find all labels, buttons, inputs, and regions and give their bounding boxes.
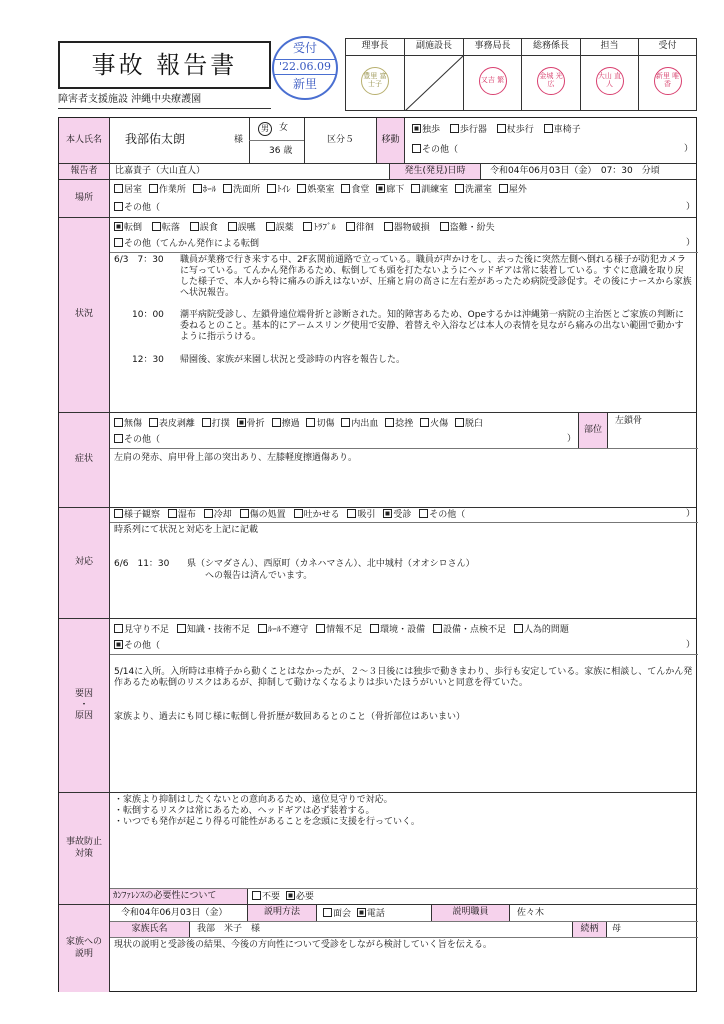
checkbox[interactable]	[237, 418, 246, 427]
symptom-other-close: ）	[567, 434, 577, 444]
situation-other-close: ）	[686, 238, 696, 248]
gender-female: 女	[279, 123, 289, 133]
response-option[interactable]	[114, 510, 160, 520]
checkbox[interactable]	[306, 418, 315, 427]
cause-option[interactable]	[258, 625, 309, 635]
cause-option[interactable]	[433, 625, 506, 635]
checkbox[interactable]	[341, 184, 350, 193]
approval-seal: 又吉 繁	[479, 67, 507, 95]
divider	[249, 140, 304, 141]
response-option[interactable]	[419, 510, 465, 520]
situation-entry-text: 職員が業務で行き来する中、2F玄関前通路で立っている。職員が声かけをし、去った後に突然左側へ倒れる様子が防犯カメラに写っている。てんかん発作あるため、転倒しても頭を打たないようにヘッドギアは常に装着している。すぐに意識を取り戻した様子で、本人から特に痛みの訴えはないが、圧痛と肩の高さに左右差があったため病院受診促す。その後にナースから家族へ状況報告。	[180, 255, 692, 298]
option-label: 火傷	[430, 419, 449, 429]
checkbox[interactable]	[228, 222, 237, 231]
cause-option[interactable]	[514, 625, 569, 635]
checkbox[interactable]	[420, 418, 429, 427]
option-label: 転倒	[124, 223, 143, 233]
situation-option[interactable]	[228, 223, 256, 233]
approval-col-chairman	[346, 39, 405, 110]
option-label: 環境・設備	[380, 625, 426, 635]
facility-name	[58, 92, 271, 109]
symptom-option[interactable]	[202, 419, 230, 429]
cause-label-bottom: 原因	[74, 711, 93, 722]
situation-entry-time: 12：30	[132, 355, 164, 365]
option-label: 娯楽室	[307, 185, 335, 195]
option-label: その他（	[422, 145, 459, 155]
option-label: 様子観察	[124, 510, 161, 520]
received-stamp-date: '22.06.09	[274, 59, 336, 75]
option-label: 表皮剥離	[158, 419, 195, 429]
symptom-option[interactable]	[455, 419, 483, 429]
response-option[interactable]	[294, 510, 340, 520]
checkbox[interactable]	[168, 509, 177, 518]
reporter-label-text: 報告者	[70, 165, 98, 176]
option-label: ﾄﾗﾌﾞﾙ	[313, 223, 336, 233]
cause-label-top: 要因	[74, 688, 93, 699]
option-label: 器物破損	[393, 223, 430, 233]
checkbox[interactable]	[514, 624, 523, 633]
checkbox[interactable]	[223, 184, 232, 193]
prevention-item: ・家族より抑制はしたくないとの意向あるため、遠位見守りで対応。	[114, 795, 393, 805]
row-divider	[59, 179, 696, 180]
option-label: 廊下	[386, 185, 405, 195]
row-divider	[59, 618, 696, 619]
approval-col-general-affairs	[522, 39, 581, 110]
option-label: 誤嚥	[237, 223, 256, 233]
mobility-option-cane[interactable]	[497, 125, 534, 135]
checkbox[interactable]	[341, 418, 350, 427]
checkbox[interactable]	[499, 184, 508, 193]
checkbox[interactable]	[267, 184, 276, 193]
checkbox[interactable]	[286, 891, 295, 900]
person-category: 区分５	[327, 135, 355, 145]
row-divider	[59, 163, 696, 164]
response-options	[114, 509, 470, 521]
received-stamp	[272, 36, 338, 100]
mobility-label: 移動	[377, 118, 405, 163]
option-label: 誤食	[199, 223, 218, 233]
checkbox[interactable]	[258, 624, 267, 633]
checkbox[interactable]	[114, 418, 123, 427]
mobility-option-walk[interactable]	[412, 125, 440, 135]
approval-table	[345, 38, 697, 111]
checkbox[interactable]	[114, 434, 123, 443]
checkbox[interactable]	[114, 509, 123, 518]
option-label: 洗面所	[233, 185, 261, 195]
place-option[interactable]	[193, 185, 217, 195]
option-label: その他（	[124, 641, 161, 651]
conference-label: ｶﾝﾌｧﾚﾝｽの必要性について	[110, 889, 248, 904]
approval-col-header: 受付	[639, 39, 696, 56]
response-line2b: への報告は済んでいます。	[205, 571, 313, 581]
response-option[interactable]	[347, 510, 375, 520]
situation-entry-text: 潮平病院受診し、左鎖骨遠位端骨折と診断された。知的障害あるため、Opeするかは沖縄第一病院の主治医とご家族の判断に委ねるとのこと。基本的にアームスリング使用で安静、着替えや入浴などは本人の表情を見ながら痛みの出ない範囲で動かすように指示うける。	[180, 310, 684, 342]
gender-male-circle: 男	[258, 122, 272, 136]
symptom-option[interactable]	[306, 419, 334, 429]
option-label: ﾎｰﾙ	[202, 185, 217, 195]
checkbox[interactable]	[323, 908, 332, 917]
option-label: 無傷	[124, 419, 143, 429]
checkbox[interactable]	[376, 184, 385, 193]
symptom-option-fracture[interactable]	[237, 419, 265, 429]
situation-label	[59, 218, 110, 412]
person-label-text: 本人氏名	[65, 134, 102, 145]
family-label-text: 家族への説明	[65, 937, 102, 959]
situation-option-fall[interactable]	[114, 223, 142, 233]
conference-option-yes[interactable]	[286, 892, 314, 902]
situation-other[interactable]	[114, 238, 259, 250]
received-stamp-top: 受付	[292, 41, 317, 55]
response-label	[59, 508, 110, 618]
checkbox[interactable]	[297, 184, 306, 193]
option-label: 電話	[366, 909, 385, 919]
symptom-option[interactable]	[385, 419, 413, 429]
cause-label	[59, 619, 110, 792]
approval-col-header: 総務係長	[522, 39, 580, 56]
option-label: 車椅子	[553, 125, 581, 135]
option-label: 誤薬	[275, 223, 294, 233]
checkbox[interactable]	[149, 184, 158, 193]
option-label: 不要	[262, 892, 281, 902]
symptom-part-value: 左鎖骨	[615, 416, 643, 426]
approval-seal: 金城 光広	[537, 67, 565, 95]
relation-value: 母	[612, 924, 622, 934]
symptom-detail: 左肩の発赤、肩甲骨上部の突出あり、左膝軽度擦過傷あり。	[114, 453, 358, 463]
situation-label-text: 状況	[74, 309, 93, 320]
place-options	[114, 184, 531, 196]
checkbox[interactable]	[193, 184, 202, 193]
response-option[interactable]	[204, 510, 232, 520]
divider	[110, 654, 698, 655]
checkbox[interactable]	[114, 184, 123, 193]
person-label	[59, 118, 110, 163]
option-label: その他（	[124, 203, 161, 213]
option-label: 食堂	[351, 185, 370, 195]
option-label: 湿布	[177, 510, 196, 520]
prevention-item: ・転倒するリスクは常にあるため、ヘッドギアは必ず装着する。	[114, 806, 375, 816]
divider	[304, 118, 305, 163]
place-option[interactable]	[411, 185, 448, 195]
reporter-label	[59, 164, 110, 179]
conference-option-no[interactable]	[252, 892, 280, 902]
place-option[interactable]	[149, 185, 186, 195]
checkbox[interactable]	[450, 124, 459, 133]
option-label: 徘徊	[355, 223, 374, 233]
situation-option[interactable]	[346, 223, 374, 233]
approval-col-staff	[581, 39, 639, 110]
checkbox[interactable]	[177, 624, 186, 633]
situation-option[interactable]	[266, 223, 294, 233]
checkbox[interactable]	[544, 124, 553, 133]
approval-seal: 大山 直人	[596, 67, 624, 95]
option-label: 設備・点検不足	[442, 625, 506, 635]
option-label: 吐かせる	[303, 510, 340, 520]
response-option-visit[interactable]	[383, 510, 411, 520]
person-age: 36 歳	[269, 146, 293, 156]
approval-seal: 新里 唯香	[654, 67, 682, 95]
symptom-label	[59, 413, 110, 507]
checkbox[interactable]	[294, 509, 303, 518]
option-label: 打撲	[211, 419, 230, 429]
situation-option[interactable]	[384, 223, 430, 233]
place-other-close: ）	[686, 202, 696, 212]
divider	[110, 448, 698, 449]
staff-value: 佐々木	[517, 908, 545, 918]
cause-text1: 5/14に入所。入所時は車椅子から動くことはなかったが、２～３日後には独歩で動きまわり、歩行も安定している。家族に相談し、てんかん発作あるため転倒のリスクはあるが、抑制して動けなくなるよりは歩いたほうがいいと同意を得ていた。	[114, 667, 693, 688]
symptom-label-text: 症状	[74, 454, 93, 465]
option-label: 訓練室	[421, 185, 449, 195]
symptom-part-label: 部位	[578, 413, 608, 448]
checkbox[interactable]	[347, 509, 356, 518]
checkbox[interactable]	[316, 624, 325, 633]
place-option[interactable]	[297, 185, 334, 195]
checkbox[interactable]	[114, 238, 123, 247]
place-option-hallway[interactable]	[376, 185, 404, 195]
place-option[interactable]	[455, 185, 492, 195]
family-content: 現状の説明と受診後の結果、今後の方向性について受診をしながら検討していく旨を伝える。	[114, 940, 492, 950]
option-label: 作業所	[158, 185, 186, 195]
approval-seal: 豊里 富士子	[361, 67, 389, 95]
mobility-options	[412, 124, 588, 136]
row-divider	[59, 217, 696, 218]
option-label: 吸引	[357, 510, 376, 520]
symptom-option[interactable]	[272, 419, 300, 429]
checkbox[interactable]	[455, 418, 464, 427]
checkbox[interactable]	[266, 222, 275, 231]
option-label: 面会	[333, 909, 352, 919]
situation-entry-text: 帰園後、家族が来園し状況と受診時の内容を報告した。	[180, 355, 406, 365]
place-label	[59, 180, 110, 217]
place-other[interactable]	[114, 202, 160, 214]
checkbox[interactable]	[303, 222, 312, 231]
person-honorific: 様	[234, 135, 244, 145]
person-name: 我部佑太朗	[125, 132, 186, 146]
response-label-text: 対応	[74, 557, 93, 568]
checkbox[interactable]	[240, 509, 249, 518]
option-label: 内出血	[351, 419, 379, 429]
symptom-option[interactable]	[114, 419, 142, 429]
option-label: 脱臼	[465, 419, 484, 429]
symptom-option[interactable]	[341, 419, 378, 429]
received-stamp-name: 新里	[292, 77, 317, 91]
mobility-option-wheelchair[interactable]	[544, 125, 581, 135]
mobility-other[interactable]	[412, 144, 458, 156]
response-options-close: ）	[686, 509, 696, 519]
datetime-value: 令和04年06月03日（金） 07：30 分頃	[490, 166, 660, 176]
cause-option[interactable]	[114, 625, 169, 635]
checkbox[interactable]	[433, 624, 442, 633]
situation-option[interactable]	[440, 223, 495, 233]
situation-entry-time: 10：00	[132, 310, 164, 320]
option-label: 見守り不足	[124, 625, 170, 635]
divider	[110, 937, 698, 938]
response-line1: 時系列にて状況と対応を上記に記載	[114, 525, 259, 535]
method-label: 説明方法	[247, 905, 317, 921]
checkbox[interactable]	[497, 124, 506, 133]
row-divider	[59, 507, 696, 508]
option-label: 居室	[124, 185, 143, 195]
place-option[interactable]	[341, 185, 369, 195]
cause-text2: 家族より、過去にも同じ様に転倒し骨折歴が数回あるとのこと（骨折部位はあいまい）	[114, 712, 466, 722]
prevention-item: ・いつでも発作が起こり得る可能性があることを念頭に支援を行っていく。	[114, 817, 420, 827]
mobility-other-close: ）	[684, 144, 694, 154]
checkbox[interactable]	[411, 184, 420, 193]
report-title	[58, 41, 271, 89]
cause-label-dot: ・	[79, 699, 89, 710]
symptom-options	[114, 418, 487, 430]
prevention-label-text: 事故防止対策	[65, 837, 102, 859]
prevention-label	[59, 793, 110, 904]
option-label: 情報不足	[326, 625, 363, 635]
cause-option[interactable]	[316, 625, 362, 635]
option-label: 骨折	[246, 419, 265, 429]
method-options	[323, 908, 392, 920]
checkbox[interactable]	[440, 222, 449, 231]
option-label: 杖歩行	[506, 125, 534, 135]
checkbox[interactable]	[272, 418, 281, 427]
option-label: その他（	[429, 510, 466, 520]
checkbox[interactable]	[357, 908, 366, 917]
cause-option[interactable]	[370, 625, 425, 635]
approval-col-header: 事務局長	[464, 39, 521, 56]
checkbox[interactable]	[370, 624, 379, 633]
option-label: 転落	[161, 223, 180, 233]
method-option-phone[interactable]	[357, 909, 385, 919]
divider	[110, 252, 698, 253]
option-label: 受診	[393, 510, 412, 520]
option-label: 必要	[295, 892, 314, 902]
option-label: 人為的問題	[523, 625, 569, 635]
facility-name-text: 障害者支援施設 沖縄中央療護園	[58, 93, 202, 105]
family-name-value: 我部 米子 様	[197, 924, 261, 934]
reporter-value: 比嘉貴子（大山直人）	[115, 166, 206, 176]
approval-col-secretary-general	[464, 39, 522, 110]
family-label	[59, 905, 110, 992]
report-title-text: 事故 報告書	[91, 51, 238, 79]
checkbox[interactable]	[252, 891, 261, 900]
situation-option[interactable]	[190, 223, 218, 233]
checkbox[interactable]	[412, 144, 421, 153]
situation-option[interactable]	[152, 223, 180, 233]
checkbox[interactable]	[383, 509, 392, 518]
report-form	[58, 117, 697, 992]
checkbox[interactable]	[149, 418, 158, 427]
option-label: その他（	[124, 435, 161, 445]
cause-option[interactable]	[177, 625, 250, 635]
checkbox[interactable]	[455, 184, 464, 193]
option-label: 歩行器	[459, 125, 487, 135]
checkbox[interactable]	[204, 509, 213, 518]
divider	[110, 921, 698, 922]
option-label: 洗濯室	[465, 185, 493, 195]
option-label: 屋外	[508, 185, 527, 195]
option-label: 傷の処置	[249, 510, 286, 520]
option-label: 盗難・紛失	[449, 223, 495, 233]
checkbox[interactable]	[419, 509, 428, 518]
symptom-option[interactable]	[420, 419, 448, 429]
response-line2a: 県（シマダさん）、西原町（カネハマさん）、北中城村（オオシロさん）	[187, 559, 475, 569]
checkbox[interactable]	[114, 222, 123, 231]
situation-entry-time: 6/3 7：30	[114, 255, 164, 265]
option-label: 知識・技術不足	[186, 625, 250, 635]
method-option-visit[interactable]	[323, 909, 351, 919]
response-time: 6/6 11：30	[114, 559, 170, 569]
option-label: ﾙｰﾙ不遵守	[267, 625, 309, 635]
symptom-other[interactable]	[114, 434, 160, 446]
option-label: 独歩	[422, 125, 441, 135]
situation-options	[114, 222, 502, 234]
option-label: 冷却	[213, 510, 232, 520]
checkbox[interactable]	[384, 222, 393, 231]
symptom-option[interactable]	[149, 419, 195, 429]
row-divider	[59, 904, 696, 905]
place-option[interactable]	[114, 185, 142, 195]
option-label: ﾄｲﾚ	[277, 185, 291, 195]
option-label: その他（てんかん発作による転倒	[124, 239, 260, 249]
option-label: 擦過	[281, 419, 300, 429]
cause-other[interactable]	[114, 640, 160, 652]
approval-col-header: 理事長	[346, 39, 404, 56]
place-label-text: 場所	[74, 192, 93, 203]
checkbox[interactable]	[114, 624, 123, 633]
datetime-label: 発生(発見)日時	[389, 164, 481, 179]
family-date: 令和04年06月03日（金）	[121, 908, 228, 918]
divider	[110, 522, 698, 523]
prevention-items	[114, 795, 689, 828]
staff-label: 説明職員	[431, 905, 510, 921]
checkbox[interactable]	[412, 124, 421, 133]
checkbox[interactable]	[114, 640, 123, 649]
approval-slash-line	[405, 56, 463, 111]
approval-col-vice-director	[405, 39, 464, 110]
approval-col-header: 副施設長	[405, 39, 463, 56]
option-label: 切傷	[316, 419, 335, 429]
row-divider	[59, 792, 696, 793]
checkbox[interactable]	[114, 202, 123, 211]
checkbox[interactable]	[202, 418, 211, 427]
response-option[interactable]	[240, 510, 286, 520]
checkbox[interactable]	[152, 222, 161, 231]
place-option[interactable]	[267, 185, 291, 195]
place-option[interactable]	[223, 185, 260, 195]
approval-col-reception	[639, 39, 696, 110]
checkbox[interactable]	[346, 222, 355, 231]
option-label: 捻挫	[395, 419, 414, 429]
response-option[interactable]	[168, 510, 196, 520]
family-name-label: 家族氏名	[110, 922, 190, 937]
cause-options	[114, 624, 574, 636]
place-option[interactable]	[499, 185, 527, 195]
cause-other-close: ）	[686, 640, 696, 650]
relation-label: 続柄	[572, 922, 607, 937]
mobility-option-walker[interactable]	[450, 125, 487, 135]
checkbox[interactable]	[190, 222, 199, 231]
checkbox[interactable]	[385, 418, 394, 427]
approval-col-header: 担当	[581, 39, 638, 56]
conference-options	[252, 891, 321, 903]
situation-option[interactable]	[303, 223, 336, 233]
